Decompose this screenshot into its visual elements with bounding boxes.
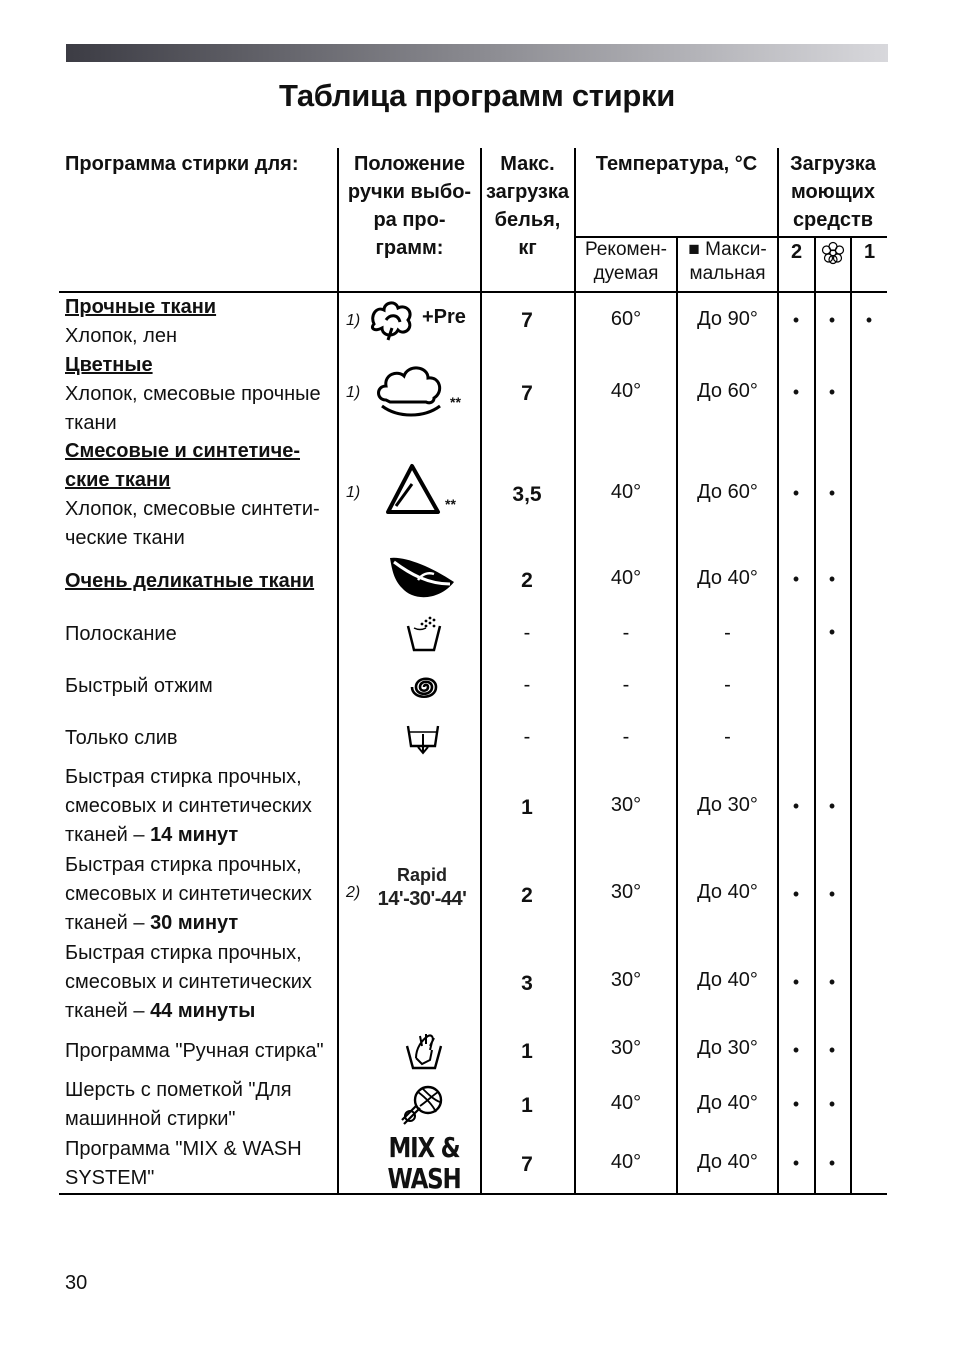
temp-recommended-value: 40° [610,481,642,503]
detergent-dot: • [828,1153,836,1173]
detergent-dot: • [792,1040,800,1060]
stars-mark: ** [445,496,456,512]
temp-max-value: - [724,726,731,748]
row-drain: Только слив [65,727,178,749]
max-load-value: - [523,726,531,748]
temp-recommended-value: 60° [610,308,642,330]
colored-cloud-icon [374,362,450,418]
page-number: 30 [65,1272,88,1294]
header-program: Программа стирки для: [65,153,299,175]
temp-recommended-value: 40° [610,380,642,402]
max-load-value: 2 [521,884,533,907]
detergent-dot: • [792,1153,800,1173]
max-load-value: 3,5 [512,483,542,506]
synthetics-triangle-icon [382,462,444,518]
detergent-dot: • [828,569,836,589]
max-load-value: 7 [521,382,533,405]
flower-icon [816,240,850,271]
header-temperature: Температура, °C [595,153,758,175]
max-load-value: 1 [521,1094,533,1117]
cotton-icon [368,298,422,344]
row-rapid-30: Быстрая стирка прочных, смесовых и синтетических тканей – 30 минут [65,854,312,934]
header-detergent: Загрузка моющих средств [790,153,876,231]
temp-recommended-value: 30° [610,881,642,903]
temp-max-value: До 40° [697,1092,758,1114]
col-divider-7 [850,237,852,1194]
detergent-dot: • [828,622,836,642]
col-divider-5 [777,148,779,1194]
temp-recommended-value: 40° [610,1092,642,1114]
row-rapid-14: Быстрая стирка прочных, смесовых и синтетических тканей – 14 минут [65,766,312,846]
temp-recommended-value: - [622,726,630,748]
drain-icon [405,722,441,756]
header-temp-recommended: Рекомен- дуемая [585,239,667,284]
temp-recommended-value: 30° [610,794,642,816]
temp-recommended-value: 30° [610,1037,642,1059]
row-wool: Шерсть с пометкой "Для машинной стирки" [65,1079,292,1130]
page-title: Таблица программ стирки [278,78,676,113]
row-mix-wash: Программа "MIX & WASH SYSTEM" [65,1138,302,1189]
max-load-value: - [523,674,531,696]
temp-max-value: До 60° [697,481,758,503]
temp-max-value: - [724,674,731,696]
row-delicates: Очень деликатные ткани [65,570,315,592]
detergent-dot: • [828,1094,836,1114]
temp-max-value: До 40° [697,567,758,589]
detergent-dot: • [792,1094,800,1114]
temp-max-value: До 30° [697,1037,758,1059]
col-divider-1 [337,148,339,1194]
row-hand-wash: Программа "Ручная стирка" [65,1040,324,1062]
temp-recommended-value: 40° [610,567,642,589]
max-load-value: 7 [521,309,533,332]
detergent-dot: • [828,483,836,503]
temp-recommended-value: 30° [610,969,642,991]
detergent-dot: • [792,483,800,503]
max-load-value: 1 [521,796,533,819]
detergent-dot: • [828,796,836,816]
detergent-dot: • [828,972,836,992]
detergent-dot: • [828,310,836,330]
temp-max-value: До 40° [697,1151,758,1173]
temp-max-value: До 40° [697,969,758,991]
temp-recommended-value: - [622,622,630,644]
table-bottom-line [59,1193,887,1195]
detergent-dot: • [792,972,800,992]
max-load-value: 3 [521,972,533,995]
temp-max-value: До 30° [697,794,758,816]
max-load-value: 2 [521,569,533,592]
detergent-dot: • [792,796,800,816]
row-synthetics: Смесовые и синтетиче- ские ткани Хлопок, смесовые синтети- ческие ткани [65,440,320,549]
footnote-2: 2) [346,884,361,901]
temp-recommended-value: 40° [610,1151,642,1173]
prewash-label: +Pre [422,306,466,328]
header-compartment-2: 2 [790,241,803,263]
header-temp-max: ■ Макси- мальная [688,239,767,284]
max-load-value: 1 [521,1040,533,1063]
rinse-icon [404,614,444,654]
wool-yarn-icon [398,1080,448,1128]
detergent-dot: • [828,382,836,402]
detergent-dot: • [828,884,836,904]
feather-icon [384,552,460,606]
temp-max-value: До 60° [697,380,758,402]
rapid-program-label: Rapid 14'-30'-44' [377,865,467,910]
mix-wash-logo: MIX & WASH [387,1131,461,1195]
stars-mark: ** [450,394,461,410]
col-divider-2 [480,148,482,1194]
header-dial: Положение ручки выбо- ра про- грамм: [347,153,472,259]
row-colored: Цветные Хлопок, смесовые прочные ткани [65,354,321,434]
col-divider-6 [814,237,816,1194]
temp-max-value: До 90° [697,308,758,330]
detergent-dot: • [792,310,800,330]
footnote-1: 1) [346,312,361,329]
row-rinse: Полоскание [65,623,177,645]
row-cotton: Прочные ткани Хлопок, лен [65,296,217,347]
max-load-value: 7 [521,1153,533,1176]
footnote-1: 1) [346,484,361,501]
header-compartment-1: 1 [863,241,876,263]
temp-recommended-value: - [622,674,630,696]
header-gradient-bar [66,44,888,62]
hand-wash-icon [404,1030,444,1072]
footnote-1: 1) [346,384,361,401]
detergent-dot: • [865,310,873,330]
row-rapid-44: Быстрая стирка прочных, смесовых и синтетических тканей – 44 минуты [65,942,312,1022]
temp-max-value: - [724,622,731,644]
spin-spiral-icon [405,668,443,706]
header-max-load: Макс. загрузка белья, кг [485,153,570,259]
detergent-dot: • [792,382,800,402]
max-load-value: - [523,622,531,644]
row-spin: Быстрый отжим [65,675,213,697]
detergent-dot: • [792,569,800,589]
detergent-dot: • [792,884,800,904]
temp-max-value: До 40° [697,881,758,903]
detergent-dot: • [828,1040,836,1060]
